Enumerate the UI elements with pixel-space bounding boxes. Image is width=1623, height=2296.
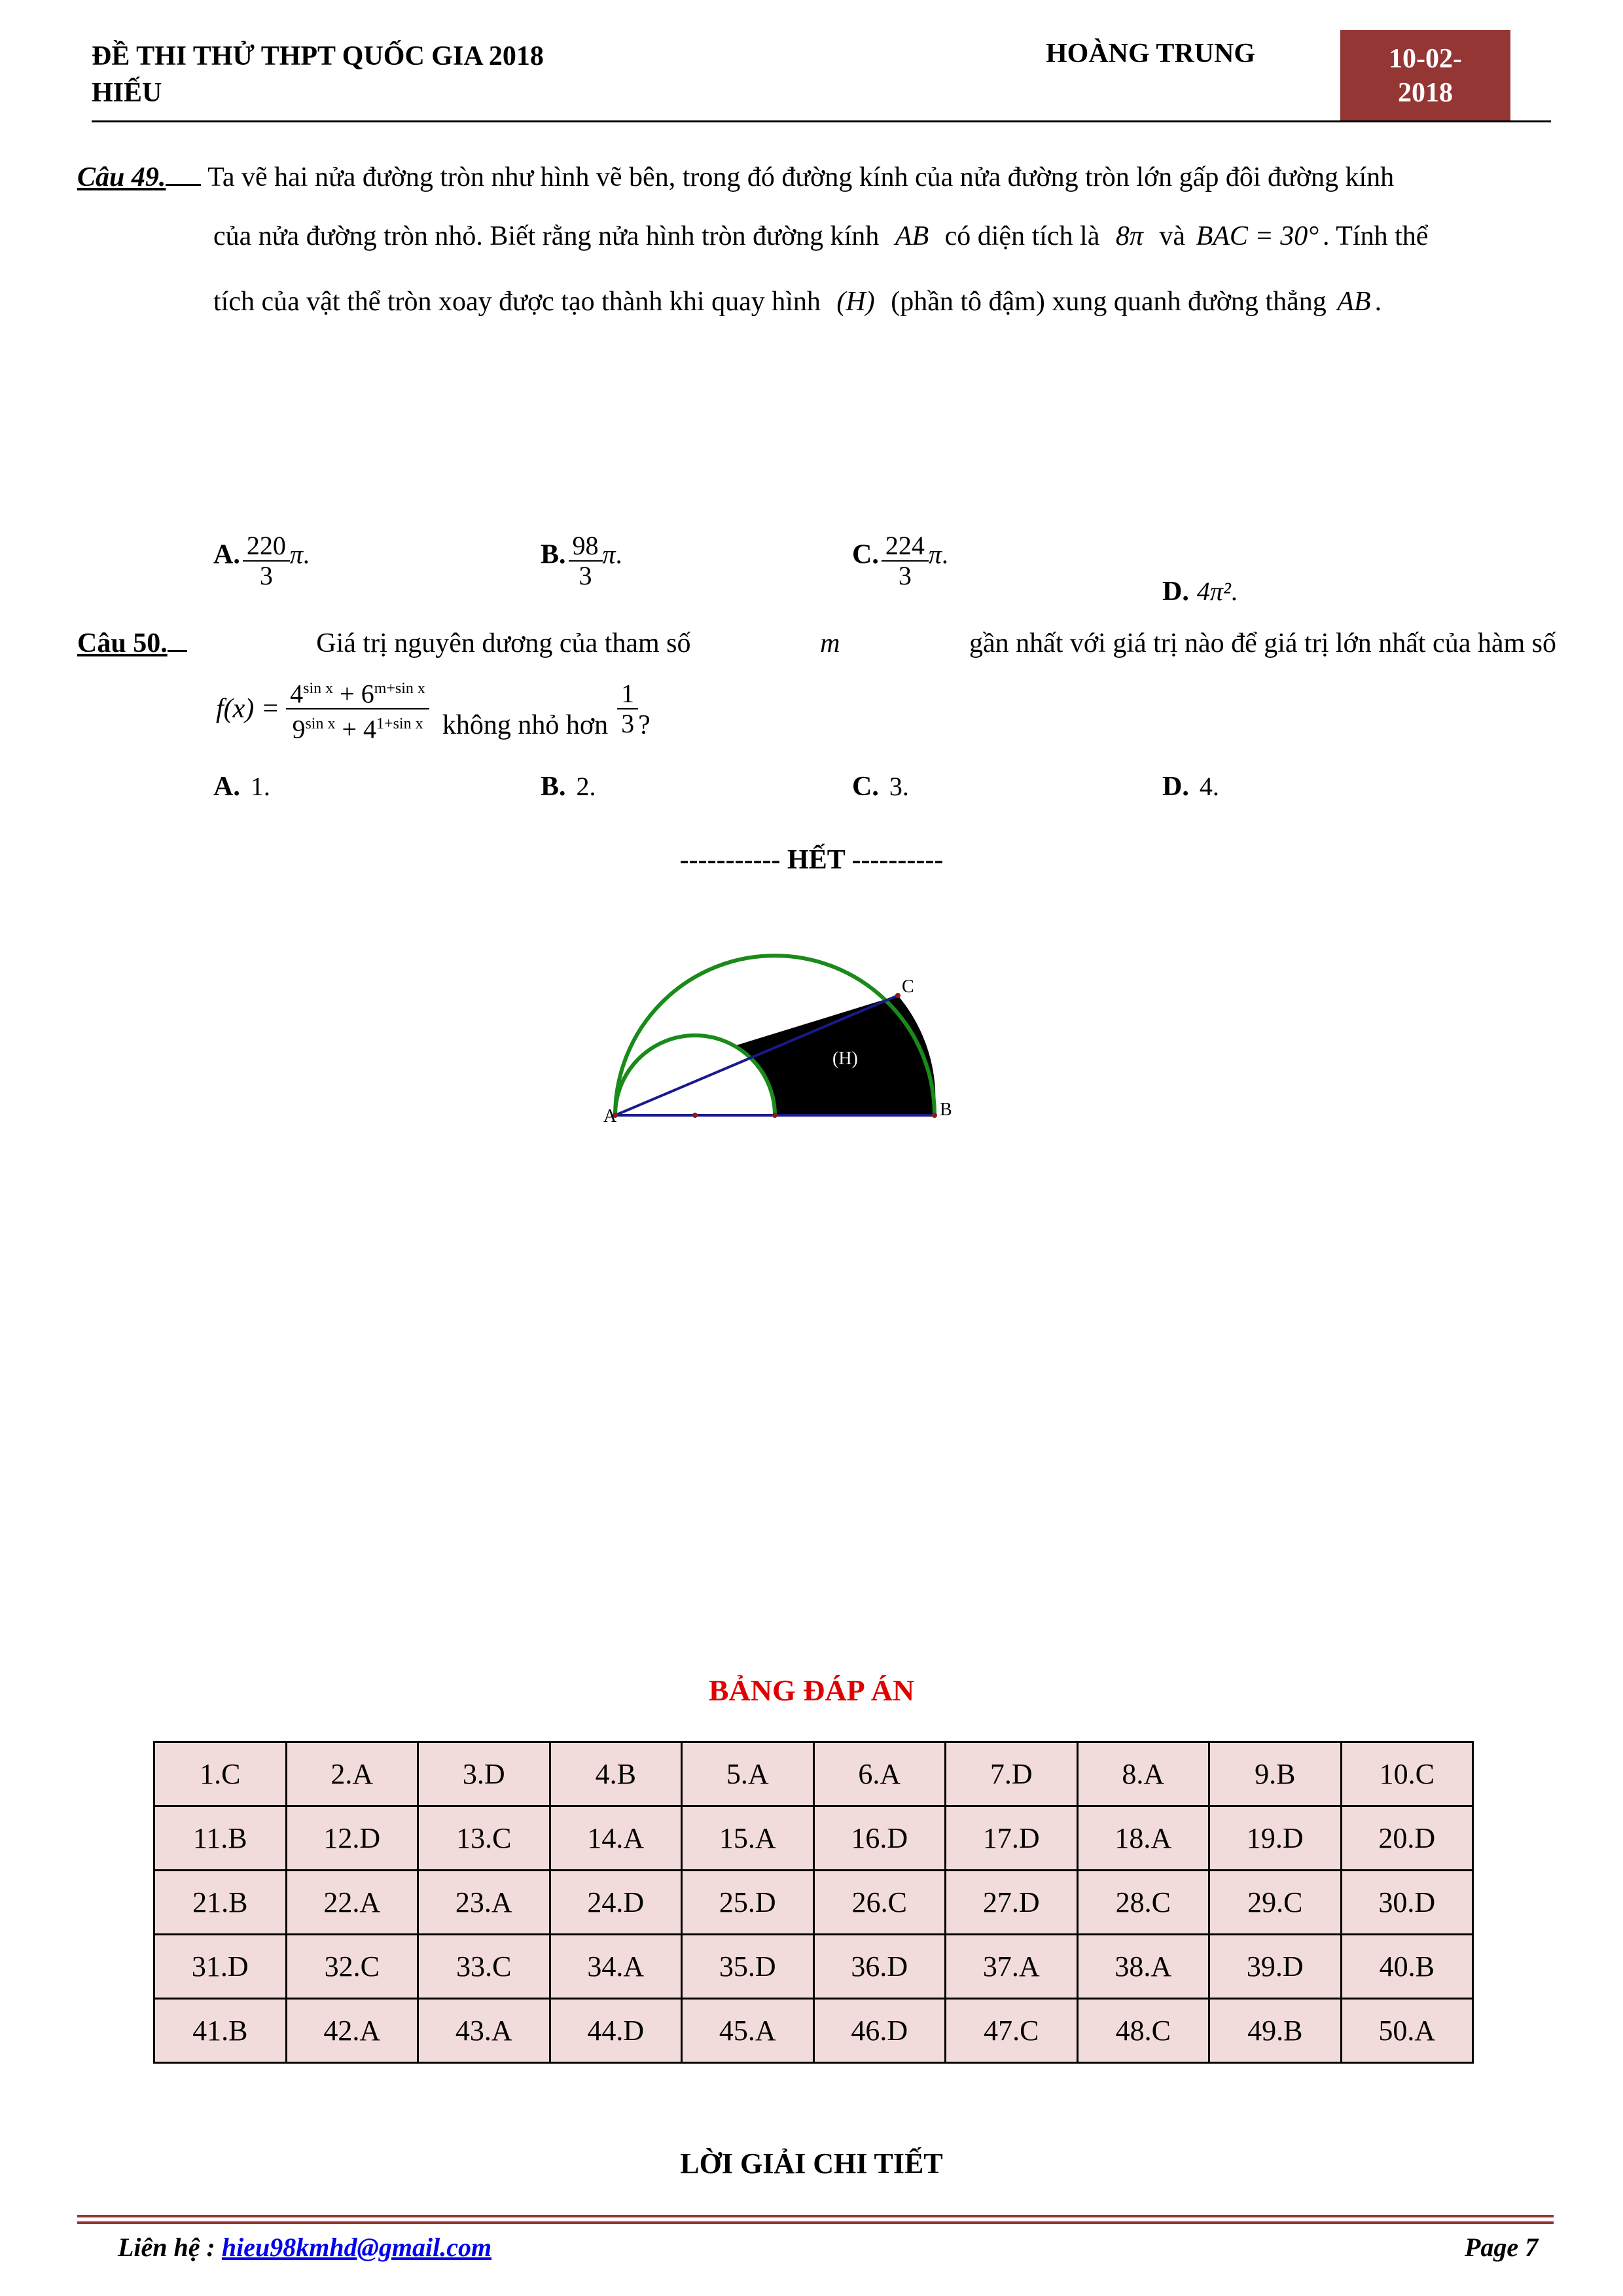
q49-text-2b: có diện tích là: [944, 221, 1100, 251]
term: + 6: [340, 679, 374, 709]
q50-function: [216, 674, 651, 744]
answer-cell: 11.B: [154, 1806, 287, 1871]
q50-qmark: ?: [638, 710, 651, 741]
answer-cell: 4.B: [550, 1742, 682, 1806]
answer-cell: 30.D: [1341, 1871, 1473, 1935]
fraction: [569, 531, 603, 590]
q49-option-a: [213, 531, 310, 590]
q49-ab2: AB: [1337, 287, 1371, 317]
q49-line3: [213, 285, 1561, 318]
answer-cell: 47.C: [946, 1999, 1078, 2063]
email-link[interactable]: hieu98kmhd@gmail.com: [221, 2233, 492, 2262]
option-value: 1.: [250, 772, 270, 801]
answer-cell: 34.A: [550, 1935, 682, 1999]
q49-text-2c: và: [1159, 221, 1186, 251]
answer-cell: 36.D: [813, 1935, 946, 1999]
exp: 1+sin x: [376, 715, 423, 733]
answer-cell: 9.B: [1209, 1742, 1342, 1806]
term: 9: [292, 714, 306, 744]
answer-cell: 41.B: [154, 1999, 287, 2063]
answer-cell: 44.D: [550, 1999, 682, 2063]
answer-cell: 3.D: [418, 1742, 550, 1806]
dot: .: [302, 539, 310, 569]
page-number: Page 7: [1465, 2233, 1539, 2262]
q49-line2: [213, 220, 1561, 253]
table-row: [154, 1935, 1473, 1999]
q49-angle: BAC = 30°: [1196, 221, 1319, 251]
q49-area: 8π: [1115, 221, 1143, 251]
q50-text-1b: gần nhất với giá trị nào để giá trị lớn nhất của hàm số: [969, 628, 1556, 658]
footer-contact: [118, 2232, 491, 2263]
answer-cell: 26.C: [813, 1871, 946, 1935]
q49-text-2d: . Tính thể: [1323, 221, 1429, 251]
answer-table: [153, 1741, 1474, 2064]
q50-line1: [77, 627, 1556, 660]
footer-divider-2: [77, 2221, 1554, 2224]
point-mid: [692, 1113, 698, 1118]
date-badge: [1340, 30, 1510, 122]
answer-cell: 42.A: [286, 1999, 418, 2063]
end-marker: ----------- HẾT ----------: [679, 845, 944, 875]
label-h: (H): [832, 1049, 858, 1069]
answer-cell: 23.A: [418, 1871, 550, 1935]
q49-text-2a: của nửa đường tròn nhỏ. Biết rằng nửa hình tròn đường kính: [213, 221, 880, 251]
header-divider: [92, 120, 1551, 122]
q49-h: (H): [836, 287, 875, 317]
q50-option-d: [1162, 771, 1219, 802]
q49-option-d: [1162, 576, 1238, 607]
q50-label-underline: [168, 628, 187, 652]
answer-cell: 32.C: [286, 1935, 418, 1999]
answer-cell: 12.D: [286, 1806, 418, 1871]
pi: π: [928, 539, 942, 569]
table-row: [154, 1806, 1473, 1871]
option-label: D.: [1162, 772, 1189, 802]
q49-label-underline: [166, 162, 201, 186]
answer-cell: 27.D: [946, 1871, 1078, 1935]
table-row: [154, 1871, 1473, 1935]
answer-cell: 37.A: [946, 1935, 1078, 1999]
answer-cell: 19.D: [1209, 1806, 1342, 1871]
option-value: 2.: [576, 772, 596, 801]
answer-cell: 40.B: [1341, 1935, 1473, 1999]
author-name: HOÀNG TRUNG: [1046, 39, 1256, 69]
answer-cell: 5.A: [682, 1742, 814, 1806]
frac-num: 1: [617, 679, 638, 709]
q50-text-2: không nhỏ hơn: [442, 710, 609, 741]
solution-title: LỜI GIẢI CHI TIẾT: [680, 2147, 943, 2179]
q50-label: Câu 50.: [77, 628, 168, 658]
answer-cell: 17.D: [946, 1806, 1078, 1871]
point-c: [895, 993, 901, 998]
point-b: [932, 1113, 937, 1118]
label-c: C: [902, 977, 914, 997]
option-label: B.: [541, 772, 566, 802]
term: 4: [290, 679, 304, 709]
answer-cell: 6.A: [813, 1742, 946, 1806]
q50-fx: f(x) =: [216, 694, 280, 725]
answer-cell: 46.D: [813, 1999, 946, 2063]
q49-text-1: Ta vẽ hai nửa đường tròn như hình vẽ bên, trong đó đường kính của nửa đường tròn lớn gấp đôi đường kính: [207, 162, 1395, 192]
table-row: [154, 1742, 1473, 1806]
answer-cell: 43.A: [418, 1999, 550, 2063]
exp: sin x: [305, 715, 336, 733]
option-label: D.: [1162, 577, 1189, 607]
frac-den: 3: [898, 561, 912, 590]
q49-option-c: [852, 531, 948, 590]
label-a: A: [603, 1106, 617, 1126]
option-label: A.: [213, 539, 240, 570]
answer-cell: 33.C: [418, 1935, 550, 1999]
q50-option-c: [852, 771, 909, 802]
frac-den: 3: [621, 709, 635, 739]
option-label: C.: [852, 539, 879, 570]
dot: .: [941, 539, 948, 569]
exp: m+sin x: [374, 680, 425, 697]
exam-title: [92, 38, 746, 111]
contact-label: Liên hệ :: [118, 2233, 215, 2262]
dot: .: [615, 539, 622, 569]
q50-fraction: [286, 674, 429, 744]
date-line1: 10-02-: [1389, 44, 1462, 74]
answer-cell: 14.A: [550, 1806, 682, 1871]
frac-num: 224: [882, 531, 929, 562]
answer-cell: 25.D: [682, 1871, 814, 1935]
answer-cell: 31.D: [154, 1935, 287, 1999]
frac-den: 3: [579, 561, 592, 590]
table-row: [154, 1999, 1473, 2063]
frac-den: 3: [259, 561, 273, 590]
answer-cell: 13.C: [418, 1806, 550, 1871]
answer-cell: 20.D: [1341, 1806, 1473, 1871]
q50-fraction-num: [286, 674, 429, 709]
answer-cell: 45.A: [682, 1999, 814, 2063]
answer-cell: 50.A: [1341, 1999, 1473, 2063]
answer-table-title: BẢNG ĐÁP ÁN: [708, 1674, 915, 1707]
term: + 4: [342, 714, 377, 744]
answer-cell: 8.A: [1077, 1742, 1209, 1806]
q49-line1: [77, 161, 1556, 194]
exp: sin x: [303, 680, 334, 697]
answer-cell: 49.B: [1209, 1999, 1342, 2063]
q49-label: Câu 49.: [77, 162, 166, 192]
option-label: B.: [541, 539, 566, 570]
option-value: 4π²: [1196, 577, 1231, 606]
answer-cell: 39.D: [1209, 1935, 1342, 1999]
answer-cell: 7.D: [946, 1742, 1078, 1806]
frac-num: 98: [569, 531, 603, 562]
answer-cell: 18.A: [1077, 1806, 1209, 1871]
answer-cell: 21.B: [154, 1871, 287, 1935]
dot: .: [1230, 577, 1238, 606]
footer-divider-1: [77, 2215, 1554, 2217]
point-center: [772, 1113, 777, 1118]
answer-cell: 29.C: [1209, 1871, 1342, 1935]
exam-title-line1: ĐỀ THI THỬ THPT QUỐC GIA 2018: [92, 41, 544, 71]
answer-cell: 22.A: [286, 1871, 418, 1935]
answer-cell: 2.A: [286, 1742, 418, 1806]
q49-option-b: [541, 531, 622, 590]
frac-num: 220: [243, 531, 290, 562]
pi: π: [602, 539, 616, 569]
option-value: 3.: [889, 772, 909, 801]
option-label: A.: [213, 772, 240, 802]
q50-fraction-den: [292, 709, 423, 744]
answer-cell: 10.C: [1341, 1742, 1473, 1806]
fraction: [243, 531, 290, 590]
q49-end: .: [1374, 287, 1382, 317]
answer-cell: 28.C: [1077, 1871, 1209, 1935]
date-line2: 2018: [1398, 78, 1453, 108]
exam-title-line2: HIẾU: [92, 78, 162, 108]
q49-ab: AB: [895, 221, 929, 251]
q50-text-1: Giá trị nguyên dương của tham số: [316, 628, 691, 658]
answer-cell: 38.A: [1077, 1935, 1209, 1999]
pi: π: [289, 539, 303, 569]
q50-m: m: [820, 628, 840, 658]
answer-cell: 35.D: [682, 1935, 814, 1999]
answer-cell: 1.C: [154, 1742, 287, 1806]
option-value: 4.: [1199, 772, 1219, 801]
answer-cell: 24.D: [550, 1871, 682, 1935]
q49-text-3b: (phần tô đậm) xung quanh đường thẳng: [891, 287, 1327, 317]
q50-option-b: [541, 771, 596, 802]
answer-cell: 15.A: [682, 1806, 814, 1871]
answer-cell: 16.D: [813, 1806, 946, 1871]
option-label: C.: [852, 772, 879, 802]
answer-cell: 48.C: [1077, 1999, 1209, 2063]
fraction: [882, 531, 929, 590]
q50-option-a: [213, 771, 270, 802]
q49-text-3a: tích của vật thể tròn xoay được tạo thành khi quay hình: [213, 287, 821, 317]
q50-one-third: [617, 679, 638, 738]
label-b: B: [940, 1100, 952, 1120]
semicircle-figure: [603, 942, 1008, 1132]
